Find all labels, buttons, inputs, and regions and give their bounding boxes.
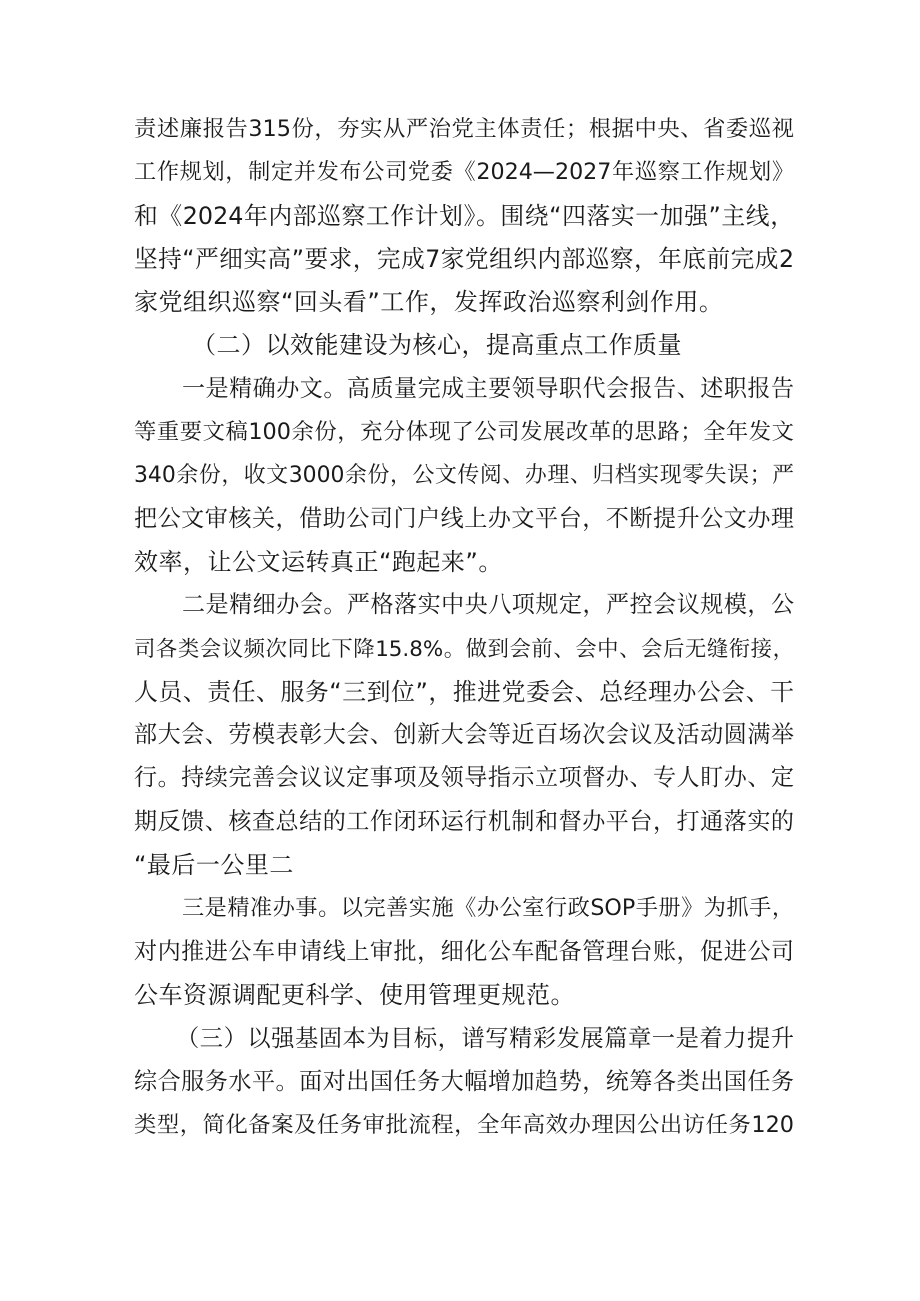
- paragraph: [134, 887, 794, 1017]
- text-line: （二）以效能建设为核心，提高重点工作质量: [192, 331, 682, 360]
- text-line: 三是精准办事。以完善实施《办公室行政SOP手册》为抓手，: [182, 895, 794, 922]
- paragraph: [134, 368, 794, 584]
- text-line: 一是精确办文。高质量完成主要领导职代会报告、述职报告: [182, 375, 794, 402]
- text-line: 二是精细办会。严格落实中央八项规定，严控会议规模，公: [182, 592, 794, 619]
- text-line: 类型，简化备案及任务审批流程，全年高效办理因公出访任务120: [134, 1111, 794, 1138]
- text-line: 行。持续完善会议议定事项及领导指示立项督办、专人盯办、定: [134, 765, 794, 792]
- paragraph: [134, 1017, 794, 1147]
- text-line: 司各类会议频次同比下降15.8%。做到会前、会中、会后无缝衔接，: [134, 636, 794, 662]
- text-line: 综合服务水平。面对出国任务大幅增加趋势，统筹各类出国任务: [134, 1068, 794, 1095]
- text-line: 坚持“严细实高”要求，完成7家党组织内部巡察，年底前完成2: [134, 244, 794, 273]
- text-line: “最后一公里二: [134, 851, 294, 880]
- text-line: 和《2024年内部巡察工作计划》。围绕“四落实一加强”主线，: [134, 201, 794, 230]
- text-line: 对内推进公车申请线上审批，细化公车配备管理台账，促进公司: [134, 938, 794, 965]
- text-line: 人员、责任、服务“三到位”，推进党委会、总经理办公会、干: [134, 677, 794, 706]
- document-body: [134, 108, 794, 1147]
- text-line: 公车资源调配更科学、使用管理更规范。: [134, 980, 575, 1009]
- text-line: 家党组织巡察“回头看”工作，发挥政治巡察利剑作用。: [134, 288, 724, 317]
- text-line: 效率，让公文运转真正“跑起来”。: [134, 547, 503, 576]
- text-line: 期反馈、核查总结的工作闭环运行机制和督办平台，打通落实的: [134, 808, 794, 835]
- paragraph: [134, 108, 794, 324]
- text-line: 部大会、劳模表彰大会、创新大会等近百场次会议及活动圆满举: [134, 722, 794, 749]
- text-line: 340余份，收文3000余份，公文传阅、办理、归档实现零失误；严: [134, 463, 794, 489]
- text-line: （三）以强基固本为目标，谱写精彩发展篇章一是着力提升: [176, 1025, 794, 1053]
- paragraph: [134, 584, 794, 887]
- text-line: 把公文审核关，借助公司门户线上办文平台，不断提升公文办理: [134, 505, 794, 532]
- text-line: 等重要文稿100余份，充分体现了公司发展改革的思路；全年发文: [134, 419, 794, 446]
- text-line: 工作规划，制定并发布公司党委《2024—2027年巡察工作规划》: [134, 159, 794, 186]
- section-heading: [134, 324, 794, 367]
- text-line: 责述廉报告315份，夯实从严治党主体责任；根据中央、省委巡视: [134, 116, 794, 142]
